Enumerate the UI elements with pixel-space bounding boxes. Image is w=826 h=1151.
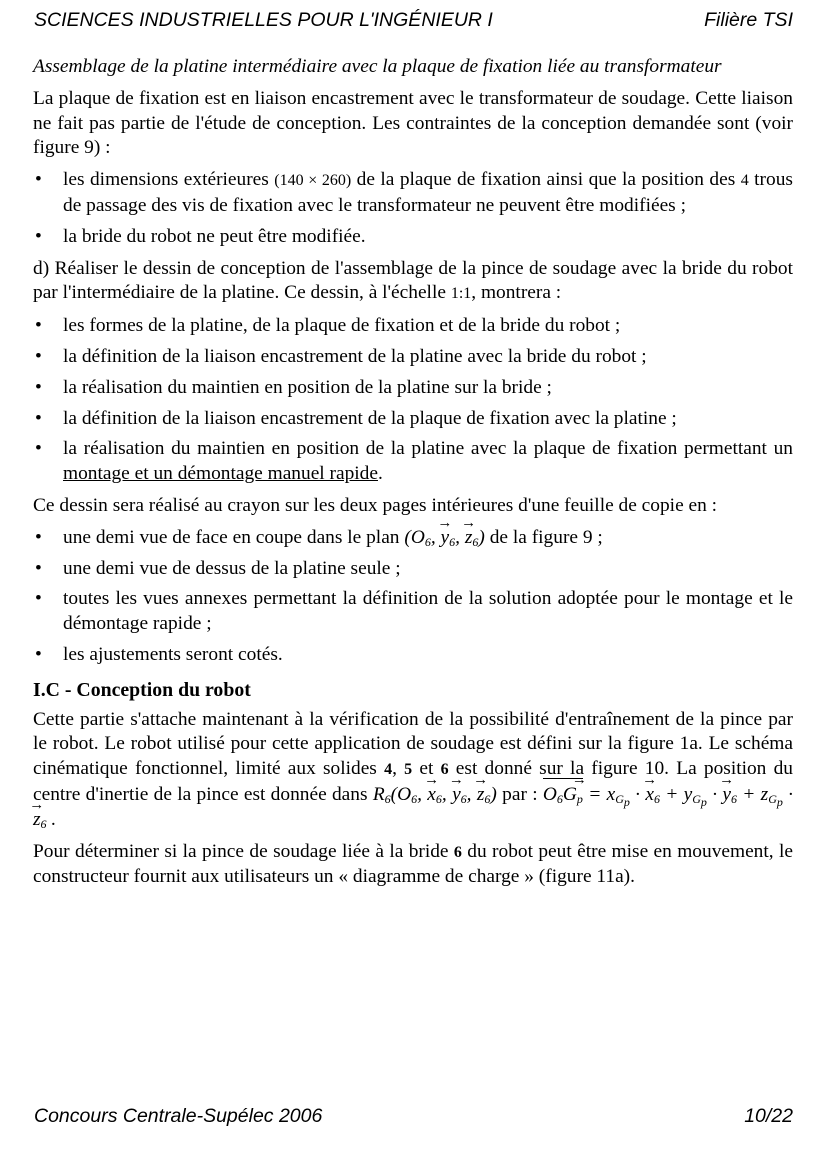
- list-item: • la définition de la liaison encastrement de la platine avec la bride du robot ;: [33, 345, 793, 370]
- section-heading: I.C - Conception du robot: [33, 678, 251, 701]
- list-item: • la réalisation du maintien en position de la platine sur la bride ;: [33, 376, 793, 401]
- drawing-intro: Ce dessin sera réalisé au crayon sur les deux pages intérieures d'une feuille de copie en :: [33, 494, 718, 516]
- page-footer: [34, 1105, 793, 1128]
- header-track: Filière TSI: [704, 9, 793, 31]
- list-item: • une demi vue de face en coupe dans le plan ($O_6$, → $y_6$, → $z_6$) de la figure 9 ;: [33, 526, 793, 551]
- list-item: • les ajustements seront cotés.: [33, 643, 793, 668]
- list-item: • la définition de la liaison encastrement de la plaque de fixation avec la platine ;: [33, 407, 793, 432]
- page-number: 10/22: [744, 1105, 793, 1127]
- hole-count: 4: [740, 172, 749, 190]
- list-item: • les dimensions extérieures (140 × 260) de la plaque de fixation ainsi que la position des 4 trous de passage des vis de fixation avec le transformateur ne peuvent être modifiées ;: [33, 168, 793, 219]
- plane-formula: ($O_6$, → $y_6$, → $z_6$): [404, 527, 485, 548]
- list-item: • les formes de la platine, de la plaque de fixation et de la bride du robot ;: [33, 314, 793, 339]
- list-item: • une demi vue de dessus de la platine seule ;: [33, 557, 793, 582]
- frame-formula: $R_6(O_6$, → $x_6$, → $y_6$, → $z_6$): [373, 784, 497, 805]
- question-d: d) Réaliser le dessin de conception de l'assemblage de la pince de soudage avec la bride du robot par l'intermédiaire de la platine. Ce dessin, à l'échelle 1:1, montrera :: [33, 257, 793, 304]
- views-list: [33, 526, 793, 668]
- subsection-title: Assemblage de la platine intermédiaire avec la plaque de fixation liée au transformateur: [33, 56, 722, 77]
- page-body: [33, 55, 793, 897]
- drawing-scale: 1:1: [450, 285, 472, 303]
- drawing-content-list: [33, 314, 793, 487]
- footer-contest: Concours Centrale-Supélec 2006: [34, 1105, 323, 1127]
- constraints-list: [33, 168, 793, 249]
- section-paragraph-2: Pour déterminer si la pince de soudage liée à la bride 6 du robot peut être mise en mouvement, le constructeur fournit aux utilisateurs un « diagramme de charge » (figure 11a).: [33, 840, 793, 888]
- list-item: • la réalisation du maintien en position de la platine avec la plaque de fixation permettant un montage et un démontage manuel rapide.: [33, 437, 793, 487]
- plate-dimensions: (140 × 260): [274, 172, 352, 190]
- section-paragraph-1: Cette partie s'attache maintenant à la vérification de la possibilité d'entraînement de la pince par le robot. Le robot utilisé pour cette application de soudage est défini sur la figure 1a. Le schéma cinématique fonctionnel, limité aux solides 4, 5 et 6 est donné sur la figure 10. La position du centre d'inertie de la pince est donnée dans $R_6(O_6$, → $x_6$, → $y_6$, → $z_6$) par : $O_6G_p$ → = $x_{G_p}$ · → $x_6 + y_{G_p}$ · → $y_6 + z_{G_p}$ · → $z_6$ .: [33, 708, 793, 833]
- page-header: [34, 9, 793, 32]
- inertia-center-formula: $O_6G_p$ → = $x_{G_p}$ · → $x_6 + y_{G_p}$ · → $y_6 + z_{G_p}$ · → $z_6$ .: [33, 784, 793, 830]
- header-title: SCIENCES INDUSTRIELLES POUR L'INGÉNIEUR I: [34, 9, 493, 31]
- intro-paragraph: La plaque de fixation est en liaison encastrement avec le transformateur de soudage. Cette liaison ne fait pas partie de l'étude de conception. Les contraintes de la conception demandée sont (voir figure 9) :: [33, 87, 793, 159]
- list-item: • la bride du robot ne peut être modifiée.: [33, 225, 793, 250]
- underlined-requirement: montage et un démontage manuel rapide: [63, 463, 378, 485]
- list-item: • toutes les vues annexes permettant la définition de la solution adoptée pour le montage et le démontage rapide ;: [33, 587, 793, 637]
